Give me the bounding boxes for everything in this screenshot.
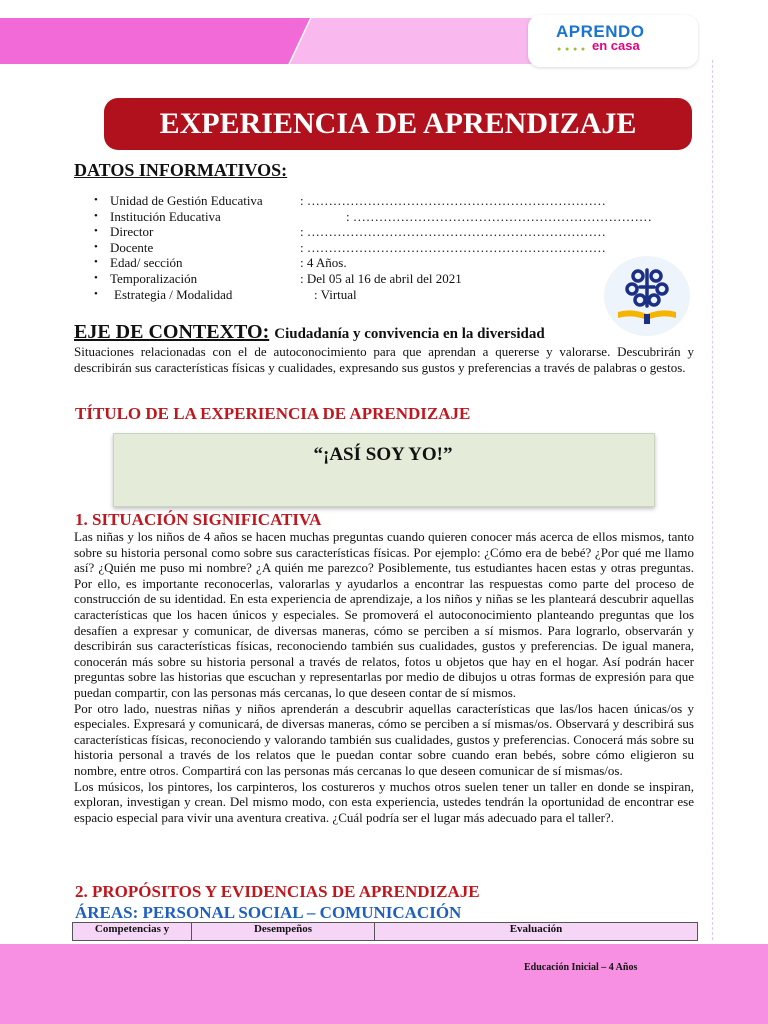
datos-value: : …………………………………………………………… bbox=[346, 208, 652, 224]
top-band-pink bbox=[0, 18, 310, 64]
logo-text-aprendo: APRENDO bbox=[556, 22, 645, 41]
datos-row-estrategia bbox=[94, 287, 652, 303]
datos-label: Director bbox=[110, 224, 154, 240]
title-banner bbox=[104, 98, 692, 150]
areas-heading: ÁREAS: PERSONAL SOCIAL – COMUNICACIÓN bbox=[75, 903, 462, 922]
situacion-paragraph: Los músicos, los pintores, los carpinteros, los costureros y muchos otros suelen tener un taller en donde se inspiran, exploran, investigan y crean. Del mismo modo, con esta experiencia, ustedes tendrán la oportunidad de encontrar ese espacio especial para vivir una aventura creativa. ¿Cuál podría ser el lugar más adecuado para el taller?. bbox=[74, 778, 694, 825]
datos-row-institucion bbox=[94, 209, 652, 225]
table-header-desempenos: Desempeños bbox=[192, 923, 375, 941]
datos-label: Institución Educativa bbox=[110, 208, 221, 224]
footer-text: Educación Inicial – 4 Años bbox=[524, 962, 638, 973]
datos-label: Temporalización bbox=[110, 270, 198, 286]
eje-contexto-description: Situaciones relacionadas con el de autoconocimiento para que aprendan a quererse y valorarse. Descubrirán y describirán sus características físicas y cualidades, expresando sus gustos y preferencias a través de palabras o gestos. bbox=[74, 344, 694, 375]
logo-dots: ● ● ● ● bbox=[557, 45, 587, 53]
situacion-significativa-body bbox=[74, 529, 694, 825]
datos-label: Unidad de Gestión Educativa bbox=[110, 193, 263, 208]
datos-row-temporalizacion bbox=[94, 271, 652, 287]
brain-book-icon bbox=[604, 256, 690, 336]
datos-value: : 4 Años. bbox=[300, 255, 347, 271]
datos-value: : …………………………………………………………… bbox=[300, 224, 606, 240]
titulo-experiencia-heading: TÍTULO DE LA EXPERIENCIA DE APRENDIZAJE bbox=[75, 404, 471, 423]
table-header-evaluacion: Evaluación bbox=[375, 923, 698, 941]
titulo-quote: “¡ASÍ SOY YO!” bbox=[313, 444, 453, 465]
datos-row-edad bbox=[94, 255, 652, 271]
datos-value: : Del 05 al 16 de abril del 2021 bbox=[300, 270, 462, 286]
datos-value: : Virtual bbox=[314, 286, 357, 302]
competencias-table bbox=[72, 922, 698, 941]
situacion-significativa-heading: 1. SITUACIÓN SIGNIFICATIVA bbox=[75, 510, 322, 529]
datos-label: Docente bbox=[110, 239, 154, 255]
datos-list bbox=[94, 193, 652, 302]
eje-contexto-heading bbox=[74, 321, 545, 344]
page-title: EXPERIENCIA DE APRENDIZAJE bbox=[159, 107, 637, 140]
datos-label: Edad/ sección bbox=[110, 255, 183, 271]
datos-value: : …………………………………………………………… bbox=[300, 193, 606, 208]
table-header-row bbox=[73, 923, 698, 941]
footer-band bbox=[0, 944, 768, 1024]
datos-row-unidad bbox=[94, 193, 652, 209]
table-header-competencias: Competencias y bbox=[73, 923, 192, 941]
logo-text-en-casa: en casa bbox=[592, 38, 640, 53]
datos-label: Estrategia / Modalidad bbox=[114, 286, 233, 302]
propositos-heading: 2. PROPÓSITOS Y EVIDENCIAS DE APRENDIZAJE bbox=[75, 882, 480, 901]
datos-row-docente bbox=[94, 240, 652, 256]
top-band-light-pink bbox=[290, 18, 560, 64]
page-border-line bbox=[712, 60, 713, 940]
situacion-paragraph: Por otro lado, nuestras niñas y niños aprenderán a descubrir aquellas características que las/los hacen únicas/os y especiales. Expresará y comunicará, de diversas maneras, cómo se perciben a sí mismas/os. Observará y describirá sus características físicas, reconociendo y valorando también sus cualidades, gustos y preferencias. Conocerá más sobre su historia personal a través de los relatos que le puedan contar sobre cuando eran bebés, sobre cómo eligieron su nombre, entre otros. Compartirá con las personas más cercanas lo que deseen comunicar de sí mismas/os. bbox=[74, 700, 694, 778]
datos-row-director bbox=[94, 224, 652, 240]
datos-informativos-heading: DATOS INFORMATIVOS: bbox=[74, 160, 288, 180]
eje-contexto-subtitle: Ciudadanía y convivencia en la diversidad bbox=[274, 326, 545, 342]
eje-contexto-label: EJE DE CONTEXTO: bbox=[74, 321, 270, 343]
datos-value: : …………………………………………………………… bbox=[300, 239, 606, 255]
situacion-paragraph: Las niñas y los niños de 4 años se hacen muchas preguntas cuando quieren conocer más acerca de ellos mismos, tanto sobre su historia personal como sobre sus características físicas. Por ejemplo: ¿Cómo era de bebé? ¿Por qué me llamo así? ¿Quién me puso mi nombre? ¿A quién me parezco? Posiblemente, tus estudiantes hacen estas y otras preguntas. Por ello, es importante reconocerlas, valorarlas y ayudarlos a encontrar las respuestas como parte del proceso de construcción de su identidad. En esta experiencia de aprendizaje, a los niños y niñas se les planteará descubrir aquellas características que los hacen únicos y especiales. Se promoverá el autoconocimiento planteando preguntas que los desafíen a expresar y comunicar, de diversas maneras, cómo se perciben a sí mismos. Para lograrlo, observarán y describirán sus características físicas, reconociendo también sus cualidades, gustos y preferencias. De igual manera, conocerán más sobre su historia personal a través de relatos, fotos u objetos que hay en el hogar. Así podrán hacer preguntas sobre las historias que escuchan y representarlas por medio de dibujos u otras formas de expresión para que puedan compartir, con las personas más cercanas, lo que deseen contar de sí mismos. bbox=[74, 529, 694, 700]
